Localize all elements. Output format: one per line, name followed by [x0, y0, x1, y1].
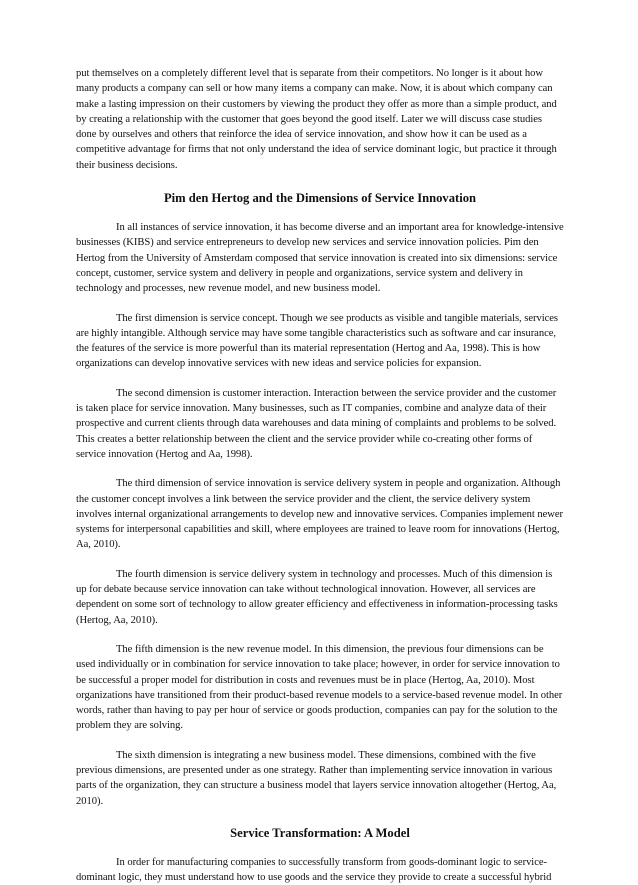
paragraph: The fourth dimension is service delivery system in technology and processes. Much of this dimension is up for debate because service innovation can take without technological innovation. However, all services are dependent on some sort of technology to allow greater efficiency and effectiveness in information-processing tasks (Hertog, Aa, 2010). [76, 568, 558, 626]
paragraph: The first dimension is service concept. Though we see products as visible and tangible materials, services are highly intangible. Although service may have some tangible characteristics such as software and car insurance, the features of the service is more powerful than its material representation (Hertog and Aa, 1998). This is how organizations can develop innovative services with new ideas and service policies for expansion. [76, 312, 558, 370]
paragraph: The sixth dimension is integrating a new business model. These dimensions, combined with the five previous dimensions, are presented under as one strategy. Rather than implementing service innovation in various parts of the organization, they can structure a business model that layers service innovation altogether (Hertog, Aa, 2010). [76, 749, 557, 807]
paragraph: In order for manufacturing companies to successfully transform from goods-dominant logic to service-dominant logic, they must understand how to use goods and the service they provide to create a successful hybrid [76, 856, 552, 884]
section-heading-dimensions: Pim den Hertog and the Dimensions of Service Innovation [163, 191, 477, 206]
paragraph: The second dimension is customer interaction. Interaction between the service provider and the customer is taken place for service innovation. Many businesses, such as IT companies, combine and analyze data of their prospective and current clients through data warehouses and data mining of complaints and problems to be solved. This creates a better relationship between the client and the service provider while co-creating other forms of service innovation (Hertog and Aa, 1998). [76, 387, 557, 460]
paragraph: In all instances of service innovation, it has become diverse and an important area for knowledge-intensive businesses (KIBS) and service entrepreneurs to develop new services and service innovation policies. Pim den Hertog from the University of Amsterdam composed that service innovation is created into six dimensions: service concept, customer, service system and delivery in people and organizations, service system and delivery in technology and processes, new revenue model, and new business model. [76, 222, 564, 295]
paragraph: The fifth dimension is the new revenue model. In this dimension, the previous four dimensions can be used individually or in combination for service innovation to take place; however, in order for service innovation to be successful a proper model for distribution in costs and revenues must be in place (Hertog, Aa, 2010). Most organizations have transitioned from their product-based revenue models to a service-based revenue model. In other words, rather than having to pay per hour of service or goods production, companies can pay for the solution to the problem they are solving. [76, 643, 563, 732]
intro-paragraph: put themselves on a completely different level that is separate from their competitors. No longer is it about how many products a company can sell or how many items a company can make. Now, it is about which company can make a lasting impression on their customers by viewing the product they offer as more than a simple product, and by creating a relationship with the customer that goes beyond the good itself. Later we will discuss case studies done by ourselves and others that reinforce the idea of service innovation, and show how it can be used as a competitive advantage for firms that not only understand the idea of service dominant logic, but practice it through their business decisions. [76, 68, 557, 171]
paragraph: The third dimension of service innovation is service delivery system in people and organization. Although the customer concept involves a link between the service provider and the client, the service delivery system involves internal organizational arrangements to develop new and innovative services. Companies implement newer systems for interpersonal capabilities and skill, where employees are trained to leave room for innovations (Hertog, Aa, 2010). [76, 478, 564, 551]
section-heading-transformation: Service Transformation: A Model [230, 825, 410, 840]
